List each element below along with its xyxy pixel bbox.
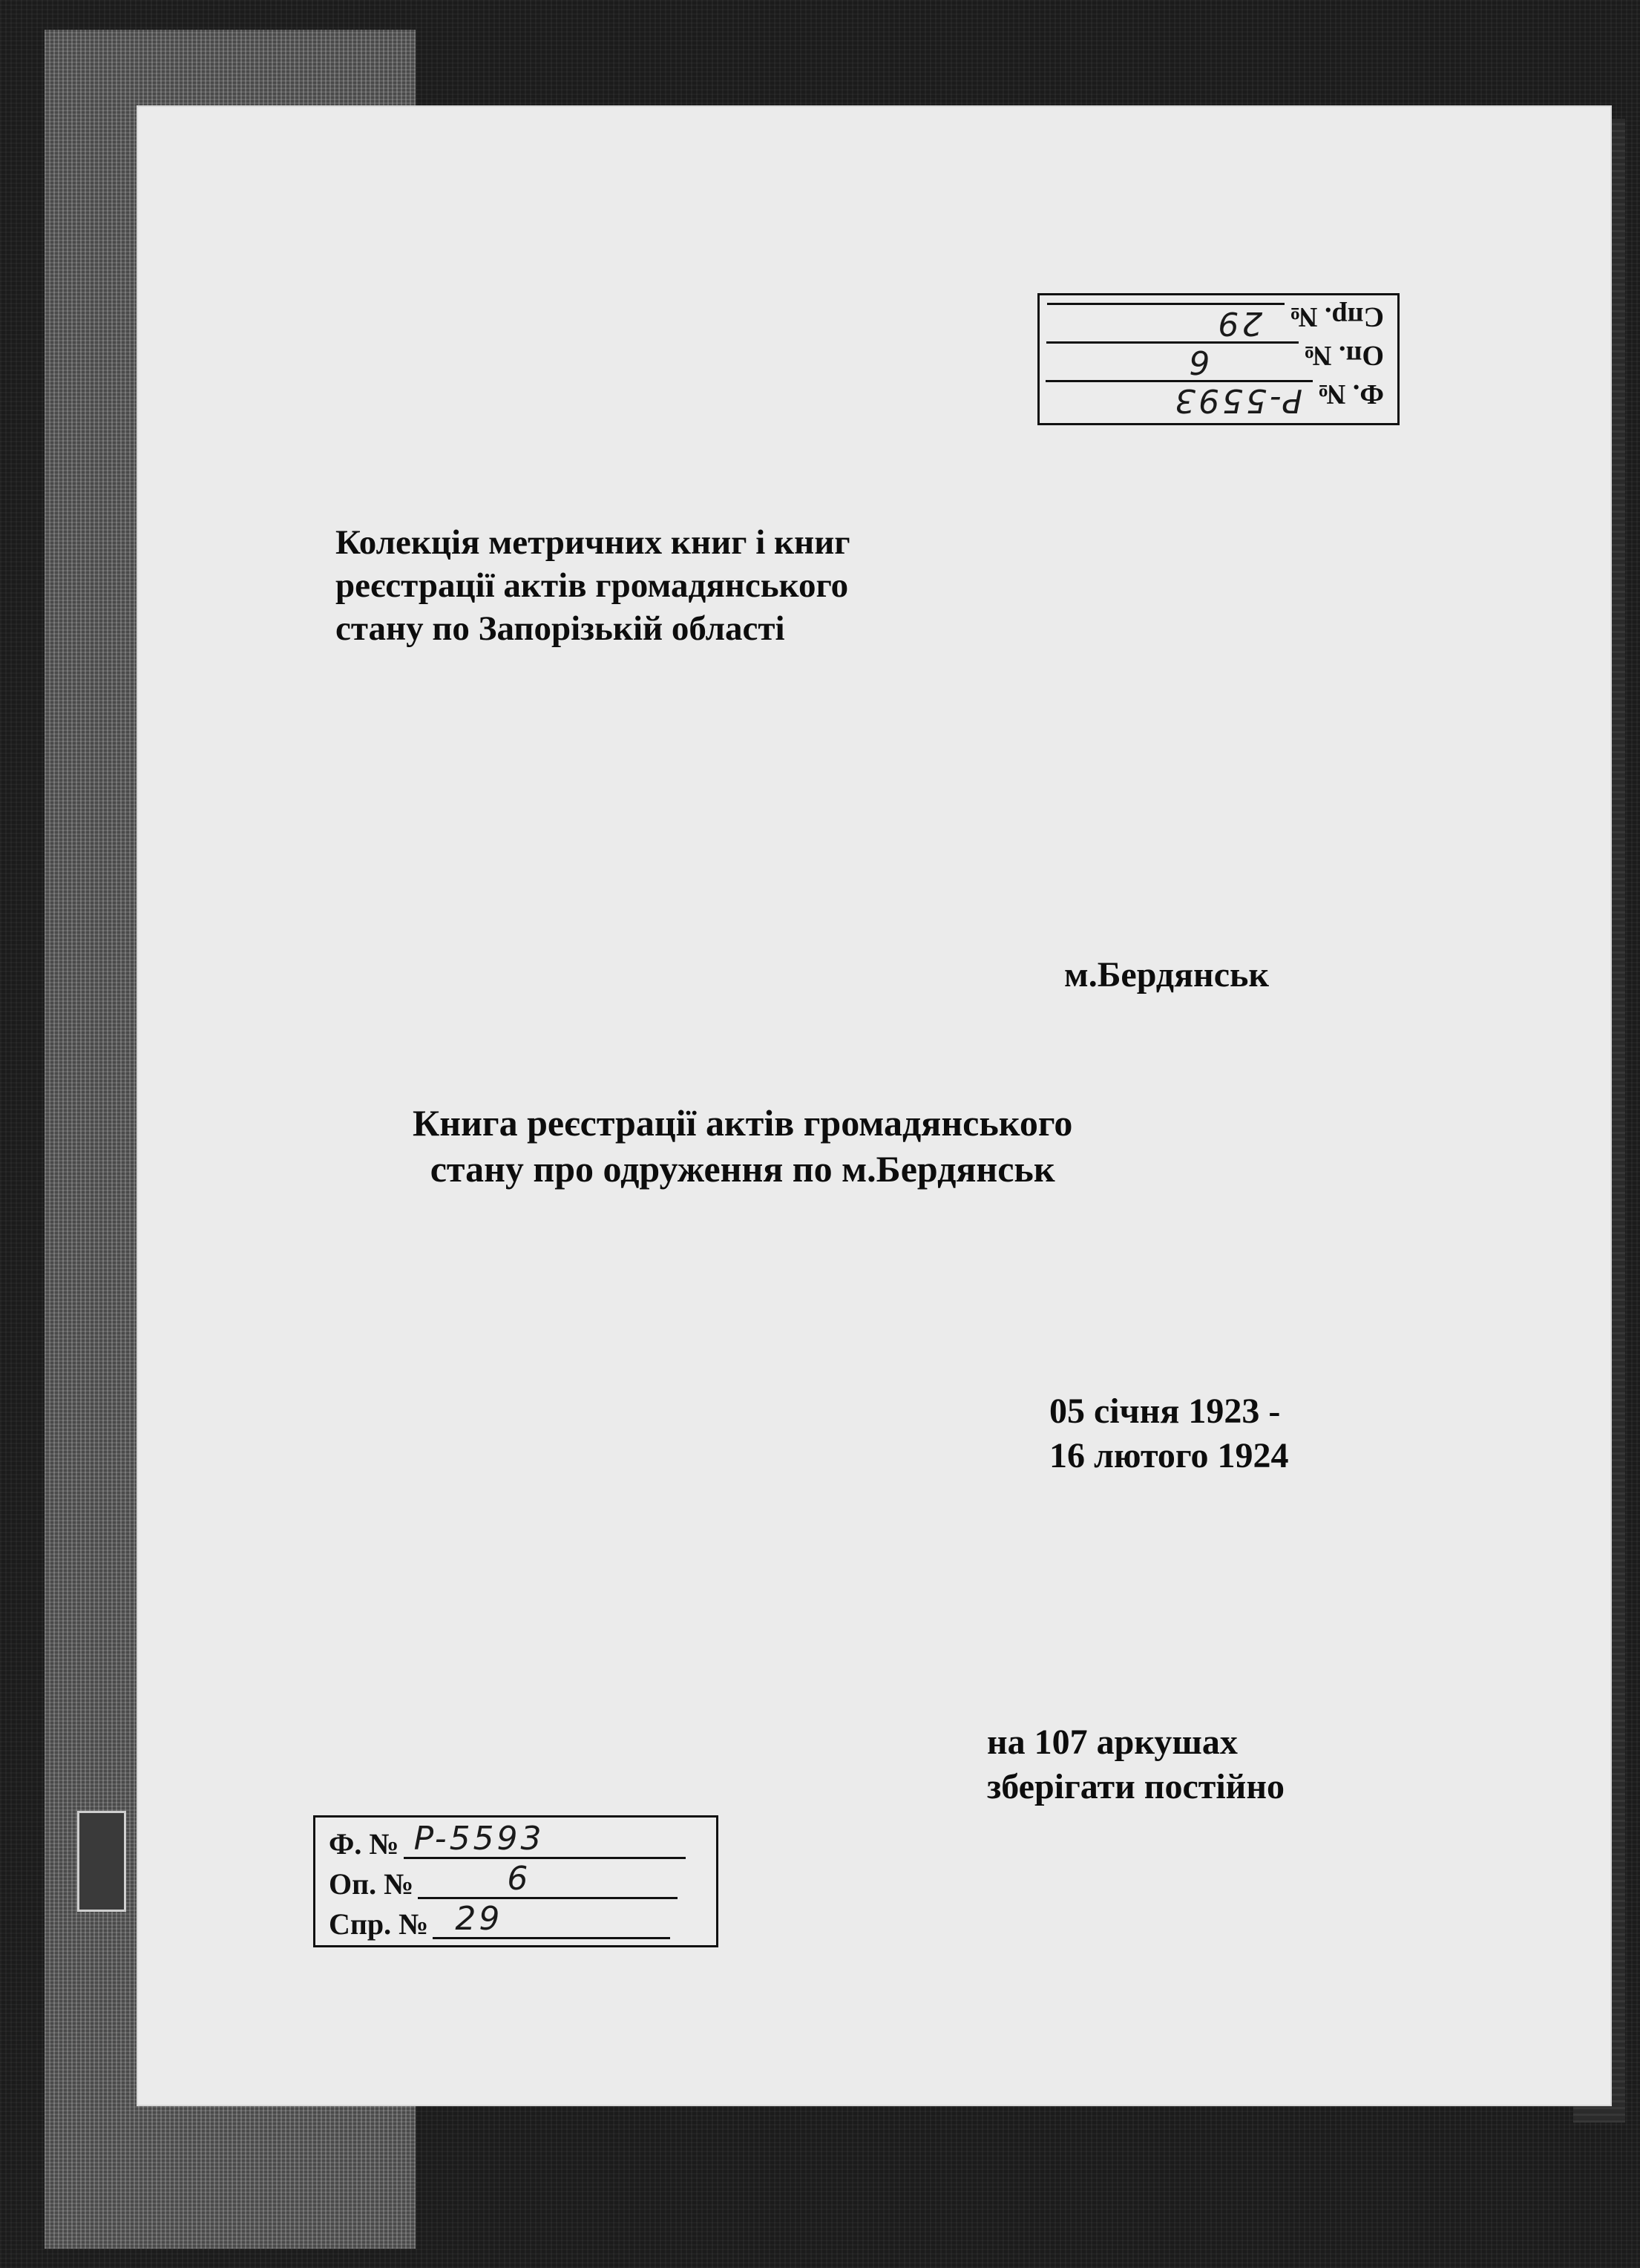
stamp-bottom-sprava-value: 29 — [455, 1900, 503, 1938]
stamp-bottom-opys-line — [418, 1860, 678, 1899]
stamp-bottom-fond-line — [404, 1820, 686, 1859]
stamp-bottom-opys-value: 6 — [507, 1860, 531, 1898]
collection-line-2: реєстрації актів громадянського — [335, 566, 849, 605]
stamp-bottom-sprava-line — [433, 1900, 670, 1939]
sheet-count: на 107 аркушах — [987, 1723, 1238, 1762]
stamp-top-fond-row — [1046, 380, 1384, 419]
stamp-bottom-fond-value: P-5593 — [413, 1820, 545, 1858]
stamp-bottom-sprava-row — [329, 1901, 670, 1939]
date-range-end: 16 лютого 1924 — [1049, 1436, 1289, 1475]
stamp-top-fond-line — [1046, 380, 1313, 419]
stamp-bottom-fond-label: Ф. № — [329, 1827, 399, 1861]
stamp-top-fond-label: Ф. № — [1317, 378, 1384, 410]
stamp-top-sprava-value: 29 — [1215, 304, 1263, 342]
date-range — [1049, 1389, 1289, 1478]
book-title-line-2: стану про одруження по м.Бердянськ — [430, 1148, 1055, 1190]
stamp-bottom-fond-row — [329, 1820, 686, 1859]
stamp-top-sprava-line — [1047, 303, 1285, 342]
collection-line-3: стану по Запорізькій області — [335, 609, 785, 648]
stamp-bottom-opys-row — [329, 1861, 678, 1899]
stamp-top-opys-line — [1046, 341, 1299, 381]
archive-stamp-bottom — [313, 1815, 718, 1947]
archive-stamp-top — [1037, 293, 1400, 425]
stamp-top-opys-label: Оп. № — [1303, 340, 1384, 371]
stamp-top-opys-value: 6 — [1186, 343, 1210, 381]
city-name: м.Бердянськ — [1064, 955, 1270, 994]
stamp-top-sprava-row — [1047, 303, 1384, 341]
stamp-bottom-opys-label: Оп. № — [329, 1867, 414, 1901]
book-title-line-1: Книга реєстрації актів громадянського — [413, 1102, 1073, 1144]
stamp-bottom-sprava-label: Спр. № — [329, 1907, 429, 1941]
collection-line-1: Колекція метричних книг і книг — [335, 523, 850, 562]
sheet-count-and-retention — [987, 1720, 1285, 1809]
retention-note: зберігати постійно — [987, 1767, 1285, 1806]
stamp-top-opys-row — [1046, 341, 1384, 380]
book-title — [413, 1100, 1072, 1192]
stamp-top-sprava-label: Спр. № — [1289, 301, 1384, 332]
collection-title — [335, 521, 850, 650]
date-range-start: 05 січня 1923 - — [1049, 1392, 1281, 1431]
binding-label-strip — [77, 1811, 126, 1912]
stamp-top-fond-value: P-5593 — [1172, 381, 1303, 419]
